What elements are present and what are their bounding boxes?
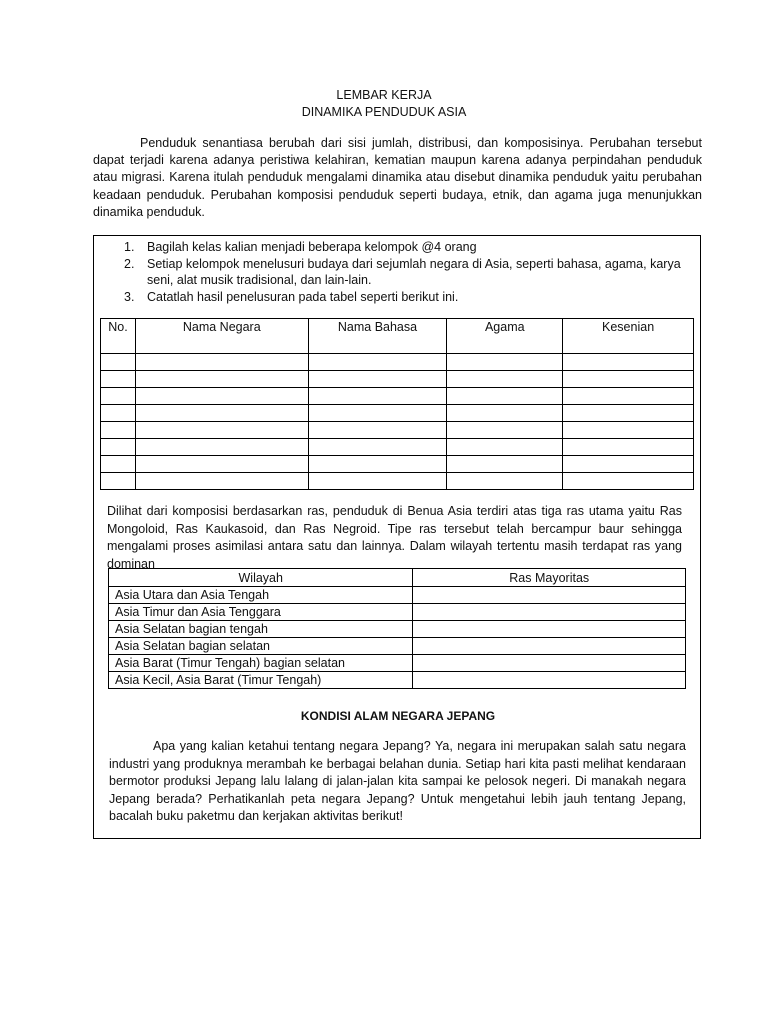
table-cell[interactable] bbox=[563, 371, 694, 388]
region-cell: Asia Kecil, Asia Barat (Timur Tengah) bbox=[109, 672, 413, 689]
intro-paragraph: Penduduk senantiasa berubah dari sisi jumlah, distribusi, dan komposisinya. Perubahan tersebut dapat terjadi karena adanya peristiwa kelahiran, kematian maupun karena adanya perpindahan penduduk atau migrasi. Karena itulah penduduk mengalami dinamika atau disebut dinamika penduduk yaitu perubahan keadaan penduduk. Perubahan komposisi penduduk seperti budaya, etnik, dan agama juga menunjukkan dinamika penduduk. bbox=[93, 136, 702, 219]
worksheet-subtitle: DINAMIKA PENDUDUK ASIA bbox=[301, 105, 467, 119]
table-row bbox=[109, 604, 686, 621]
answer-cell[interactable] bbox=[413, 621, 686, 638]
answer-cell[interactable] bbox=[413, 638, 686, 655]
table-cell[interactable] bbox=[135, 388, 308, 405]
table-cell[interactable] bbox=[563, 354, 694, 371]
table-cell[interactable] bbox=[101, 456, 136, 473]
instruction-number: 1. bbox=[124, 240, 135, 254]
table-cell[interactable] bbox=[447, 422, 563, 439]
table-cell[interactable] bbox=[135, 439, 308, 456]
region-cell: Asia Timur dan Asia Tenggara bbox=[109, 604, 413, 621]
section-heading-japan: KONDISI ALAM NEGARA JEPANG bbox=[300, 709, 496, 723]
table-cell[interactable] bbox=[308, 422, 447, 439]
region-cell: Asia Selatan bagian tengah bbox=[109, 621, 413, 638]
table-row bbox=[101, 388, 694, 405]
instruction-text: Setiap kelompok menelusuri budaya dari sejumlah negara di Asia, seperti bahasa, agama, karya seni, alat musik tradisional, dan lain-lain. bbox=[147, 256, 681, 287]
header-agama: Agama bbox=[447, 319, 563, 354]
table-row bbox=[101, 354, 694, 371]
table-cell[interactable] bbox=[101, 405, 136, 422]
table-cell[interactable] bbox=[101, 439, 136, 456]
japan-paragraph: Apa yang kalian ketahui tentang negara Jepang? Ya, negara ini merupakan salah satu negara industri yang produknya merambah ke berbagai belahan dunia. Setiap hari kita pasti melihat kendaraan bermotor produksi Jepang lalu lalang di jalan-jalan kita sampai ke pelosok negeri. Di manakah negara Jepang berada? Perhatikanlah peta negara Jepang? Untuk mengetahui lebih jauh tentang Jepang, bacalah buku paketmu dan kerjakan aktivitas berikut! bbox=[109, 739, 686, 824]
table-header-row bbox=[109, 569, 686, 587]
table-row bbox=[109, 655, 686, 672]
table-cell[interactable] bbox=[135, 456, 308, 473]
header-nama-bahasa: Nama Bahasa bbox=[308, 319, 447, 354]
table-cell[interactable] bbox=[563, 456, 694, 473]
instruction-number: 3. bbox=[124, 289, 135, 304]
answer-cell[interactable] bbox=[413, 672, 686, 689]
table-cell[interactable] bbox=[447, 473, 563, 490]
table-cell[interactable] bbox=[447, 405, 563, 422]
header-ras-mayoritas: Ras Mayoritas bbox=[413, 569, 686, 587]
table-cell[interactable] bbox=[447, 371, 563, 388]
table-cell[interactable] bbox=[135, 354, 308, 371]
instruction-item bbox=[94, 256, 707, 289]
table-header-row bbox=[101, 319, 694, 354]
header-kesenian: Kesenian bbox=[563, 319, 694, 354]
region-cell: Asia Utara dan Asia Tengah bbox=[109, 587, 413, 604]
table-cell[interactable] bbox=[308, 388, 447, 405]
table-cell[interactable] bbox=[308, 354, 447, 371]
instruction-text: Catatlah hasil penelusuran pada tabel seperti berikut ini. bbox=[147, 289, 459, 304]
table-cell[interactable] bbox=[447, 456, 563, 473]
worksheet-title: LEMBAR KERJA bbox=[336, 88, 432, 102]
instruction-text: Bagilah kelas kalian menjadi beberapa kelompok @4 orang bbox=[147, 240, 477, 254]
activity-box bbox=[93, 235, 701, 839]
region-cell: Asia Barat (Timur Tengah) bagian selatan bbox=[109, 655, 413, 672]
table-cell[interactable] bbox=[135, 371, 308, 388]
table-cell[interactable] bbox=[563, 405, 694, 422]
header-nama-negara: Nama Negara bbox=[135, 319, 308, 354]
table-row bbox=[101, 439, 694, 456]
table-cell[interactable] bbox=[308, 405, 447, 422]
table-cell[interactable] bbox=[101, 388, 136, 405]
instruction-item bbox=[94, 289, 707, 306]
region-cell: Asia Selatan bagian selatan bbox=[109, 638, 413, 655]
table-row bbox=[101, 456, 694, 473]
header-wilayah: Wilayah bbox=[109, 569, 413, 587]
table-cell[interactable] bbox=[447, 388, 563, 405]
culture-table-body bbox=[101, 354, 694, 490]
table-cell[interactable] bbox=[308, 456, 447, 473]
table-cell[interactable] bbox=[101, 473, 136, 490]
table-cell[interactable] bbox=[308, 439, 447, 456]
race-paragraph: Dilihat dari komposisi berdasarkan ras, penduduk di Benua Asia terdiri atas tiga ras utama yaitu Ras Mongoloid, Ras Kaukasoid, dan Ras Negroid. Tipe ras tersebut telah bercampur baur sehingga mengalami proses asimilasi antara satu dan lainnya. Dalam wilayah tertentu masih terdapat ras yang dominan bbox=[107, 504, 682, 571]
table-row bbox=[109, 638, 686, 655]
table-cell[interactable] bbox=[563, 473, 694, 490]
table-cell[interactable] bbox=[101, 354, 136, 371]
table-row bbox=[101, 405, 694, 422]
answer-cell[interactable] bbox=[413, 604, 686, 621]
instruction-item bbox=[94, 239, 707, 256]
table-cell[interactable] bbox=[308, 371, 447, 388]
table-cell[interactable] bbox=[135, 422, 308, 439]
table-cell[interactable] bbox=[135, 405, 308, 422]
table-cell[interactable] bbox=[101, 422, 136, 439]
answer-cell[interactable] bbox=[413, 587, 686, 604]
header-no: No. bbox=[101, 319, 136, 354]
table-cell[interactable] bbox=[447, 354, 563, 371]
table-cell[interactable] bbox=[447, 439, 563, 456]
table-cell[interactable] bbox=[135, 473, 308, 490]
table-row bbox=[109, 672, 686, 689]
table-cell[interactable] bbox=[563, 388, 694, 405]
table-row bbox=[109, 621, 686, 638]
race-table bbox=[108, 568, 686, 689]
table-row bbox=[101, 422, 694, 439]
instruction-list bbox=[94, 239, 707, 305]
table-cell[interactable] bbox=[308, 473, 447, 490]
table-cell[interactable] bbox=[563, 439, 694, 456]
instruction-number: 2. bbox=[124, 256, 135, 271]
table-cell[interactable] bbox=[101, 371, 136, 388]
table-row bbox=[101, 371, 694, 388]
table-row bbox=[109, 587, 686, 604]
answer-cell[interactable] bbox=[413, 655, 686, 672]
table-row bbox=[101, 473, 694, 490]
table-cell[interactable] bbox=[563, 422, 694, 439]
culture-table bbox=[100, 318, 694, 490]
